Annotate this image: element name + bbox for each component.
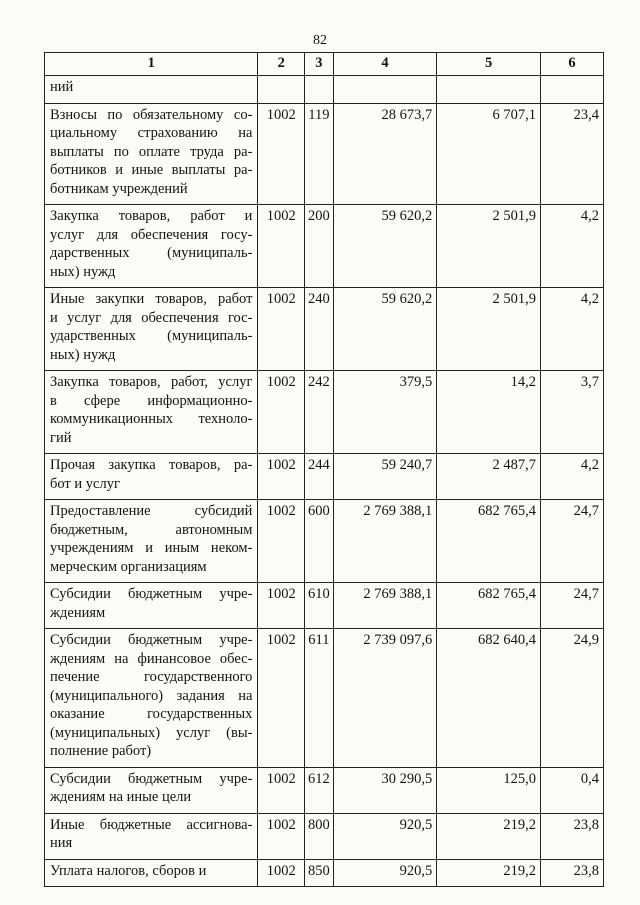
row-name-line: бюджетным, автономным xyxy=(50,521,253,538)
table-row xyxy=(45,629,604,768)
execution-percent-cell: 0,4 xyxy=(540,767,603,813)
header-col-1: 1 xyxy=(45,53,258,76)
table-row xyxy=(45,371,604,454)
row-name-cell xyxy=(45,767,258,813)
table-row xyxy=(45,76,604,104)
row-name-line: (муниципальных) услуг (вы- xyxy=(50,724,253,741)
section-code-cell xyxy=(258,76,305,104)
table-row xyxy=(45,103,604,205)
execution-percent-cell: 24,7 xyxy=(540,583,603,629)
executed-amount-cell: 2 501,9 xyxy=(437,205,541,288)
section-code-cell: 1002 xyxy=(258,767,305,813)
header-col-2: 2 xyxy=(258,53,305,76)
row-name-line: Субсидии бюджетным учре- xyxy=(50,586,253,602)
row-name-line: ботникам учреждений xyxy=(50,180,188,197)
row-name-line: Субсидии бюджетным учре- xyxy=(50,632,253,648)
executed-amount-cell xyxy=(437,76,541,104)
expense-type-cell: 850 xyxy=(305,859,333,887)
approved-amount-cell xyxy=(333,76,437,104)
row-name-cell xyxy=(45,103,258,205)
row-name-cell xyxy=(45,454,258,500)
execution-percent-cell: 23,4 xyxy=(540,103,603,205)
table-row xyxy=(45,205,604,288)
row-name-line: учреждениям и иным неком- xyxy=(50,540,253,556)
row-name-line: ждениям xyxy=(50,604,106,621)
executed-amount-cell: 14,2 xyxy=(437,371,541,454)
approved-amount-cell: 2 769 388,1 xyxy=(333,583,437,629)
row-name-line: циальному страхованию на xyxy=(50,125,253,141)
expense-type-cell: 612 xyxy=(305,767,333,813)
executed-amount-cell: 2 487,7 xyxy=(437,454,541,500)
row-name-line: ния xyxy=(50,835,73,851)
row-name-line: Уплата налогов, сборов и xyxy=(50,862,207,879)
row-name-line: ударственных (муниципаль- xyxy=(50,328,253,344)
row-name-line: мерческим организациям xyxy=(50,558,207,575)
row-name-line: ждениям на иные цели xyxy=(50,789,192,805)
row-name-line: Взносы по обязательному со- xyxy=(50,106,253,123)
execution-percent-cell: 3,7 xyxy=(540,371,603,454)
expense-type-cell: 610 xyxy=(305,583,333,629)
approved-amount-cell: 30 290,5 xyxy=(333,767,437,813)
header-row xyxy=(45,53,604,76)
approved-amount-cell: 379,5 xyxy=(333,371,437,454)
budget-table xyxy=(44,52,604,887)
expense-type-cell: 611 xyxy=(305,629,333,768)
table-row xyxy=(45,288,604,371)
row-name-line: ний xyxy=(50,79,74,95)
row-name-cell xyxy=(45,629,258,768)
approved-amount-cell: 2 769 388,1 xyxy=(333,500,437,583)
row-name-line: печение государственного xyxy=(50,669,253,685)
row-name-cell xyxy=(45,288,258,371)
row-name-line: Закупка товаров, работ и xyxy=(50,208,253,224)
executed-amount-cell: 219,2 xyxy=(437,859,541,887)
table-row xyxy=(45,583,604,629)
row-name-cell xyxy=(45,500,258,583)
expense-type-cell: 244 xyxy=(305,454,333,500)
approved-amount-cell: 59 620,2 xyxy=(333,205,437,288)
section-code-cell: 1002 xyxy=(258,454,305,500)
expense-type-cell: 200 xyxy=(305,205,333,288)
section-code-cell: 1002 xyxy=(258,583,305,629)
table-row xyxy=(45,500,604,583)
row-name-line: гий xyxy=(50,429,72,446)
row-name-line: ботников и иные выплаты ра- xyxy=(50,162,253,178)
table-body xyxy=(45,76,604,887)
expense-type-cell: 242 xyxy=(305,371,333,454)
section-code-cell: 1002 xyxy=(258,205,305,288)
expense-type-cell: 800 xyxy=(305,813,333,859)
table-row xyxy=(45,767,604,813)
row-name-line: и услуг для обеспечения гос- xyxy=(50,309,253,326)
executed-amount-cell: 682 640,4 xyxy=(437,629,541,768)
approved-amount-cell: 2 739 097,6 xyxy=(333,629,437,768)
table-row xyxy=(45,859,604,887)
execution-percent-cell: 4,2 xyxy=(540,205,603,288)
approved-amount-cell: 28 673,7 xyxy=(333,103,437,205)
row-name-line: в сфере информационно- xyxy=(50,392,253,409)
row-name-line: оказание государственных xyxy=(50,706,253,722)
executed-amount-cell: 6 707,1 xyxy=(437,103,541,205)
section-code-cell: 1002 xyxy=(258,371,305,454)
row-name-cell xyxy=(45,371,258,454)
section-code-cell: 1002 xyxy=(258,288,305,371)
section-code-cell: 1002 xyxy=(258,500,305,583)
row-name-cell xyxy=(45,76,258,104)
row-name-line: дарственных (муниципаль- xyxy=(50,245,253,261)
row-name-line: ных) нужд xyxy=(50,263,116,280)
row-name-cell xyxy=(45,859,258,887)
row-name-line: бот и услуг xyxy=(50,475,120,492)
row-name-cell xyxy=(45,583,258,629)
approved-amount-cell: 920,5 xyxy=(333,813,437,859)
approved-amount-cell: 59 620,2 xyxy=(333,288,437,371)
row-name-line: Прочая закупка товаров, ра- xyxy=(50,457,253,473)
row-name-line: ных) нужд xyxy=(50,346,116,363)
expense-type-cell: 240 xyxy=(305,288,333,371)
row-name-line: выплаты по оплате труда ра- xyxy=(50,143,253,160)
table-row xyxy=(45,813,604,859)
row-name-line: Предоставление субсидий xyxy=(50,503,253,519)
executed-amount-cell: 682 765,4 xyxy=(437,500,541,583)
execution-percent-cell: 4,2 xyxy=(540,288,603,371)
executed-amount-cell: 125,0 xyxy=(437,767,541,813)
execution-percent-cell: 23,8 xyxy=(540,813,603,859)
row-name-line: Иные бюджетные ассигнова- xyxy=(50,816,253,833)
row-name-line: Иные закупки товаров, работ xyxy=(50,291,253,307)
row-name-line: полнение работ) xyxy=(50,743,152,759)
section-code-cell: 1002 xyxy=(258,859,305,887)
row-name-cell xyxy=(45,813,258,859)
header-col-6: 6 xyxy=(540,53,603,76)
executed-amount-cell: 219,2 xyxy=(437,813,541,859)
expense-type-cell xyxy=(305,76,333,104)
header-col-5: 5 xyxy=(437,53,541,76)
section-code-cell: 1002 xyxy=(258,103,305,205)
section-code-cell: 1002 xyxy=(258,813,305,859)
execution-percent-cell: 24,9 xyxy=(540,629,603,768)
row-name-line: ждениям на финансовое обес- xyxy=(50,650,253,667)
row-name-line: услуг для обеспечения госу- xyxy=(50,226,253,243)
approved-amount-cell: 59 240,7 xyxy=(333,454,437,500)
header-col-3: 3 xyxy=(305,53,333,76)
row-name-line: (муниципального) задания на xyxy=(50,687,253,704)
page-number: 82 xyxy=(313,33,327,48)
expense-type-cell: 119 xyxy=(305,103,333,205)
section-code-cell: 1002 xyxy=(258,629,305,768)
execution-percent-cell: 24,7 xyxy=(540,500,603,583)
executed-amount-cell: 682 765,4 xyxy=(437,583,541,629)
header-col-4: 4 xyxy=(333,53,437,76)
row-name-line: Субсидии бюджетным учре- xyxy=(50,770,253,787)
execution-percent-cell xyxy=(540,76,603,104)
row-name-cell xyxy=(45,205,258,288)
row-name-line: Закупка товаров, работ, услуг xyxy=(50,374,253,390)
approved-amount-cell: 920,5 xyxy=(333,859,437,887)
expense-type-cell: 600 xyxy=(305,500,333,583)
execution-percent-cell: 23,8 xyxy=(540,859,603,887)
table-row xyxy=(45,454,604,500)
execution-percent-cell: 4,2 xyxy=(540,454,603,500)
row-name-line: коммуникационных техноло- xyxy=(50,411,253,427)
executed-amount-cell: 2 501,9 xyxy=(437,288,541,371)
